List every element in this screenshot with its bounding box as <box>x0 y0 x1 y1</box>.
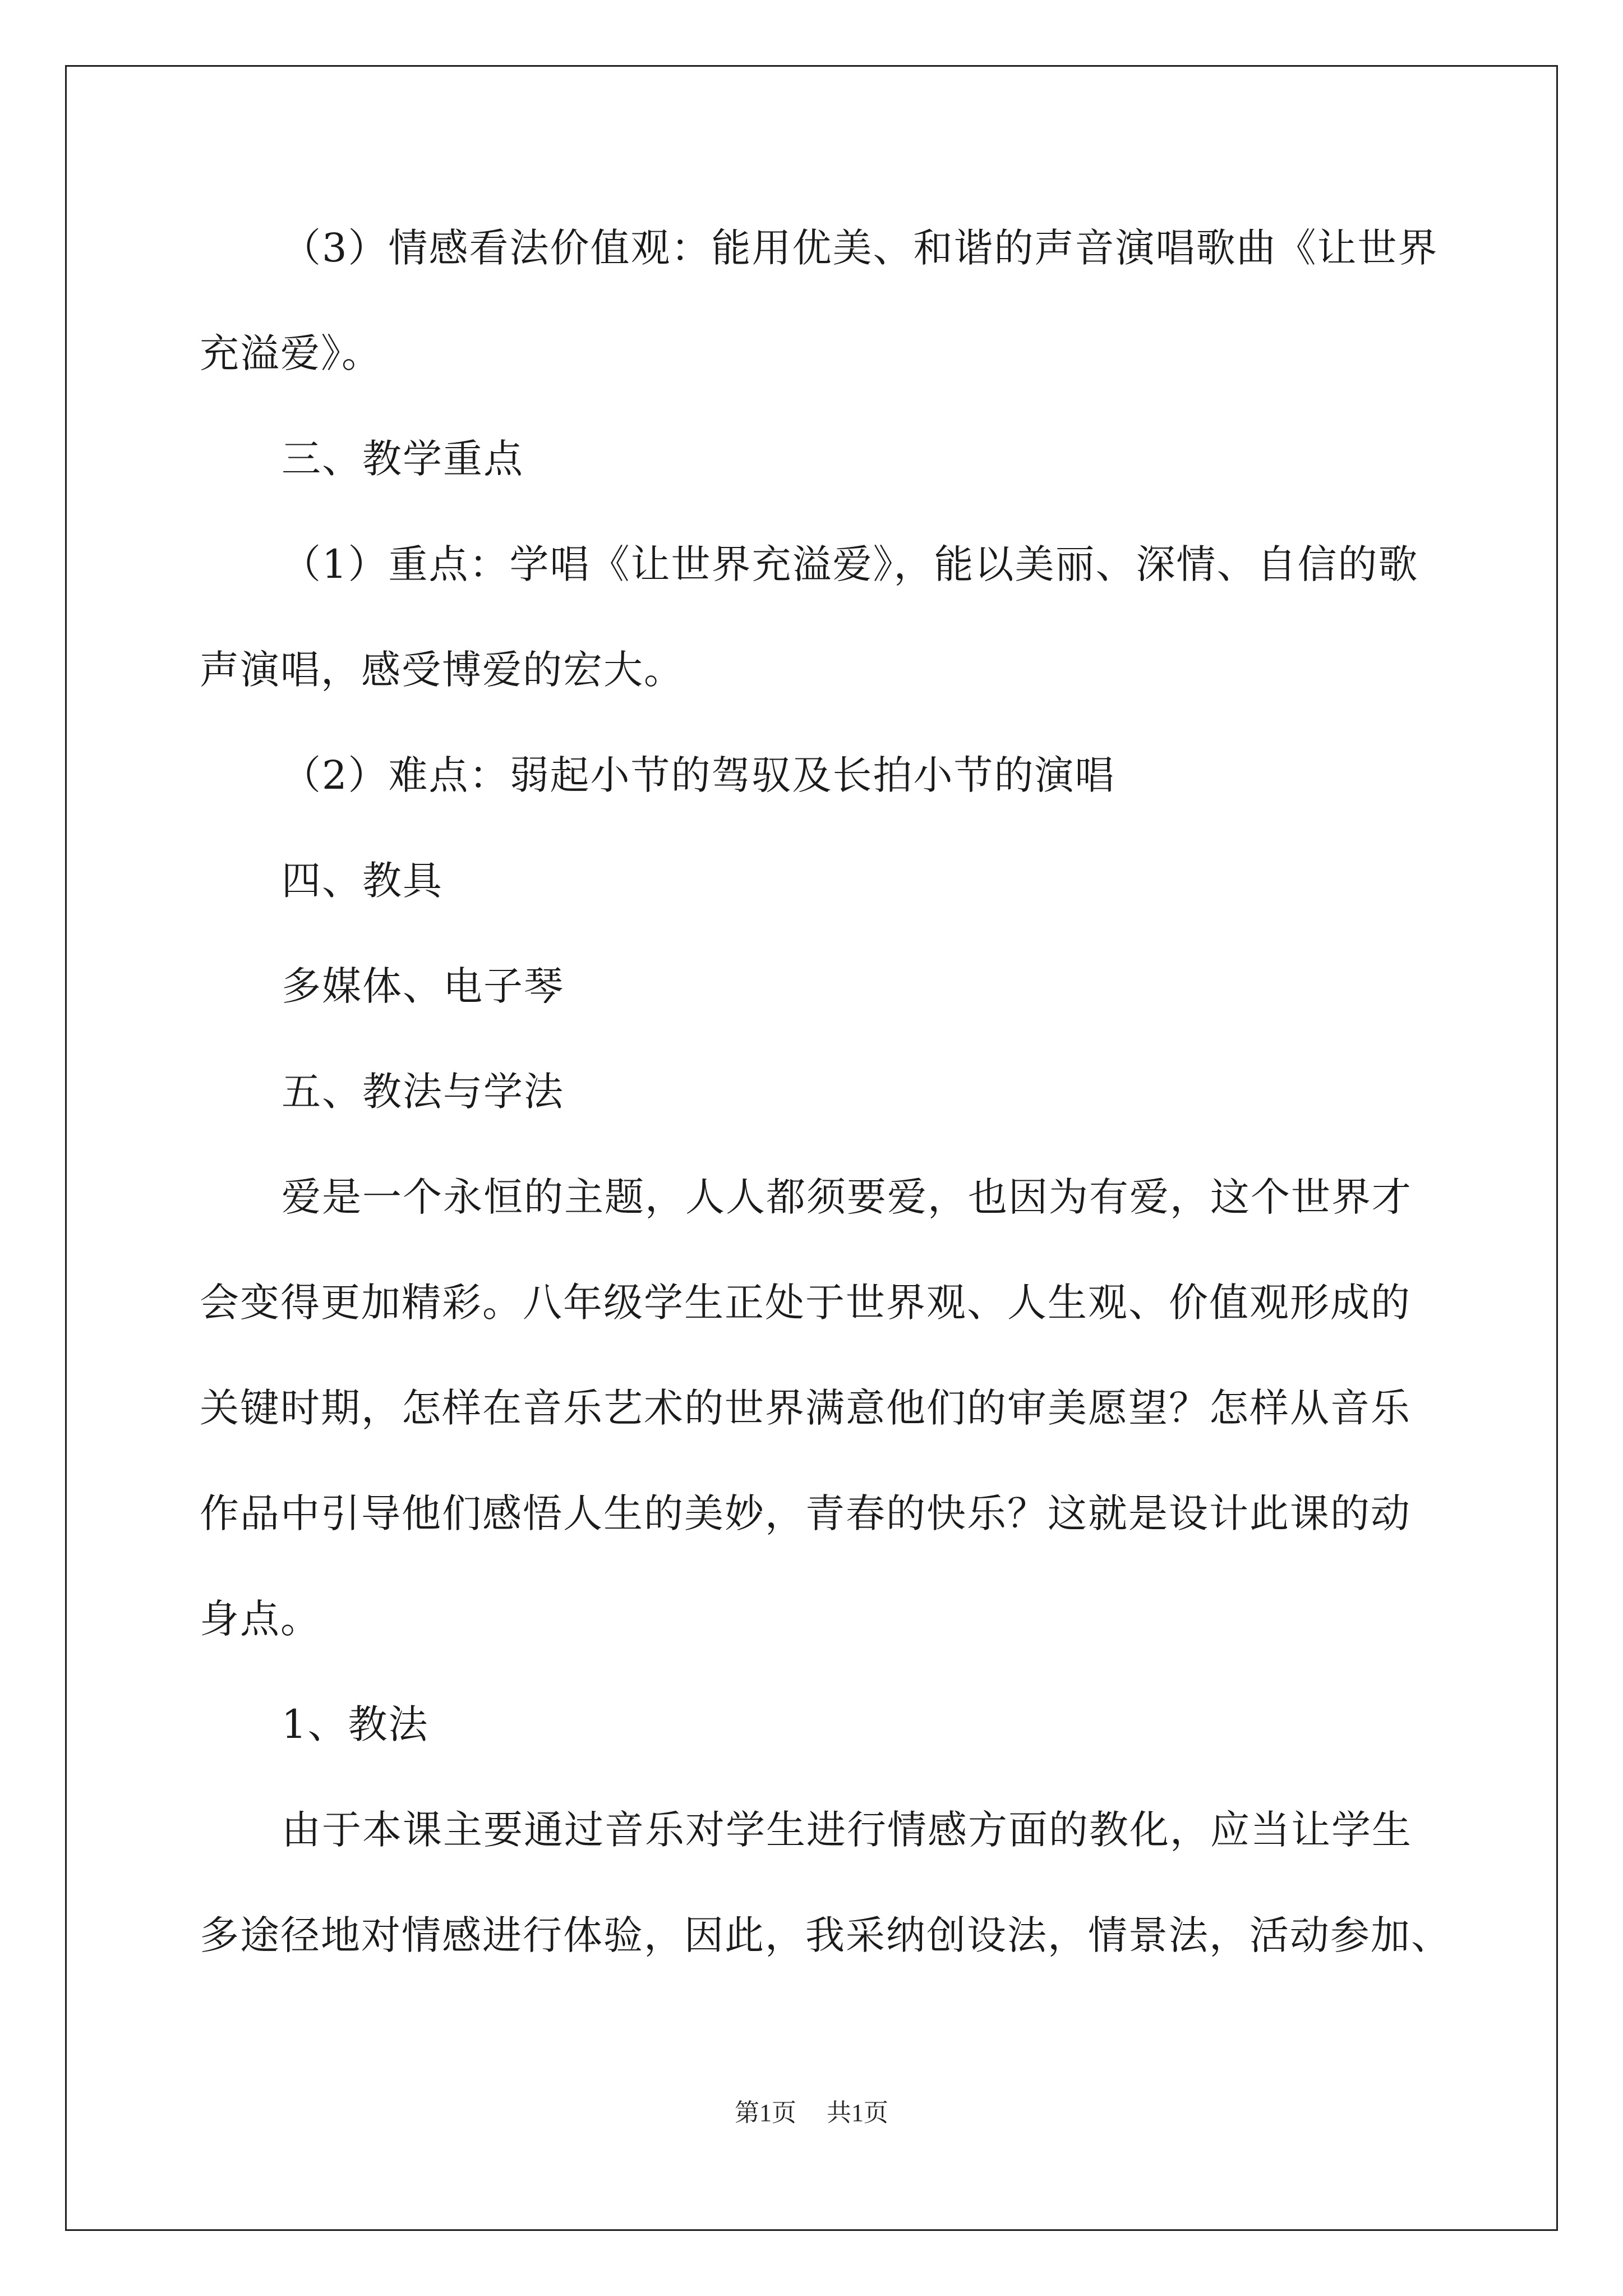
page-footer <box>0 2096 1623 2130</box>
section-heading: 五、教法与学法 <box>282 1069 564 1115</box>
section-heading: 四、教具 <box>282 858 443 904</box>
paragraph-line: 多媒体、电子琴 <box>282 963 564 1009</box>
paragraph-line: （1）重点：学唱《让世界充溢爱》，能以美丽、深情、自信的歌 <box>282 541 1419 587</box>
paragraph-line: 由于本课主要通过音乐对学生进行情感方面的教化，应当让学生 <box>282 1807 1412 1853</box>
paragraph-line: 声演唱，感受博爱的宏大。 <box>200 647 684 693</box>
paragraph-line: 会变得更加精彩。八年级学生正处于世界观、人生观、价值观形成的 <box>200 1280 1411 1326</box>
paragraph-line: 爱是一个永恒的主题，人人都须要爱，也因为有爱，这个世界才 <box>282 1174 1412 1220</box>
page-total: 共1页 <box>827 2099 888 2127</box>
page-frame <box>65 65 1558 2231</box>
paragraph-line: 多途径地对情感进行体验，因此，我采纳创设法，情景法，活动参加、 <box>200 1912 1451 1958</box>
section-heading: 1、教法 <box>282 1701 429 1747</box>
paragraph-line: （3）情感看法价值观：能用优美、和谐的声音演唱歌曲《让世界 <box>282 225 1438 271</box>
section-heading: 三、教学重点 <box>282 436 524 482</box>
paragraph-line: （2）难点：弱起小节的驾驭及长拍小节的演唱 <box>282 752 1115 798</box>
paragraph-line: 充溢爱》。 <box>200 330 382 376</box>
page-number: 第1页 <box>735 2099 796 2127</box>
paragraph-line: 作品中引导他们感悟人生的美妙，青春的快乐？这就是设计此课的动 <box>200 1490 1411 1536</box>
paragraph-line: 关键时期，怎样在音乐艺术的世界满意他们的审美愿望？怎样从音乐 <box>200 1385 1411 1431</box>
paragraph-line: 身点。 <box>200 1596 321 1642</box>
